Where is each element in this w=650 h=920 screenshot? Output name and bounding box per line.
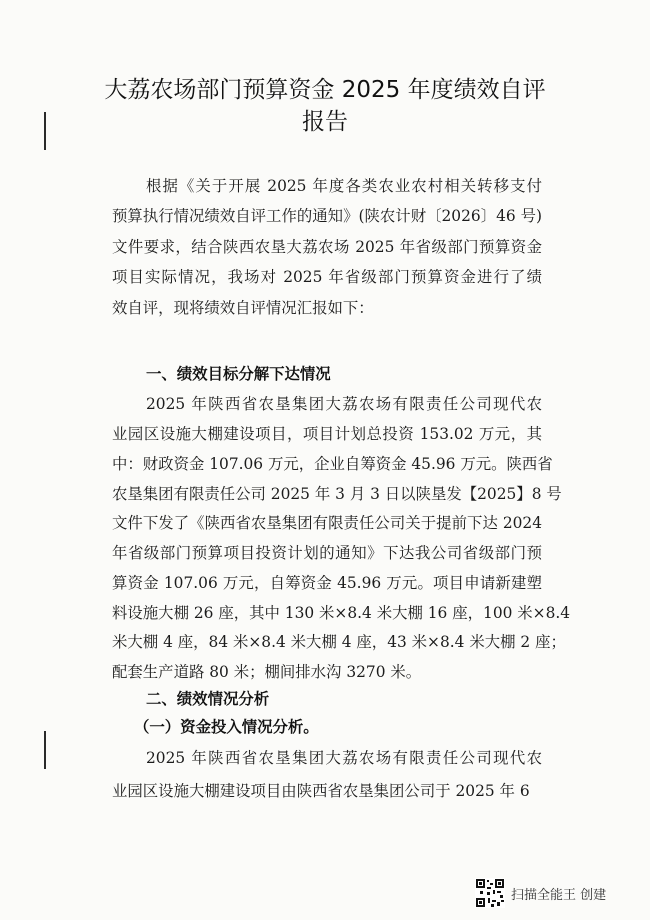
binder-mark-top bbox=[44, 112, 46, 150]
title-line-2: 报告 bbox=[302, 109, 348, 135]
section-1-line: 配套生产道路 80 米；棚间排水沟 3270 米。 bbox=[112, 663, 422, 681]
section-1-line: 米大棚 4 座，84 米×8.4 米大棚 4 座，43 米×8.4 米大棚 2 座； bbox=[112, 633, 566, 651]
intro-line: 预算执行情况绩效自评工作的通知》(陕农计财〔2026〕46 号) bbox=[112, 207, 542, 225]
scanner-label: 扫描全能王 创建 bbox=[511, 887, 607, 903]
section-1-line: 文件下发了《陕西省农垦集团有限责任公司关于提前下达 2024 bbox=[112, 514, 542, 532]
section-1-line: 中：财政资金 107.06 万元，企业自筹资金 45.96 万元。陕西省 bbox=[112, 455, 553, 473]
intro-line: 项目实际情况，我场对 2025 年省级部门预算资金进行了绩 bbox=[112, 268, 542, 286]
section-2-heading: 二、绩效情况分析 bbox=[146, 690, 270, 708]
section-1-heading: 一、绩效目标分解下达情况 bbox=[146, 365, 331, 383]
intro-line: 文件要求，结合陕西农垦大荔农场 2025 年省级部门预算资金 bbox=[112, 238, 542, 256]
intro-line: 效自评，现将绩效自评情况汇报如下： bbox=[112, 299, 374, 317]
section-1-line: 农垦集团有限责任公司 2025 年 3 月 3 日以陕垦发【2025】8 号 bbox=[112, 485, 562, 503]
section-1-line: 年省级部门预算项目投资计划的通知》下达我公司省级部门预 bbox=[112, 544, 542, 562]
section-1-line: 料设施大棚 26 座，其中 130 米×8.4 米大棚 16 座，100 米×8.4 bbox=[112, 604, 571, 622]
section-2-line: 2025 年陕西省农垦集团大荔农场有限责任公司现代农 bbox=[146, 749, 542, 767]
title-line-1: 大荔农场部门预算资金 2025 年度绩效自评 bbox=[104, 77, 546, 103]
intro-line: 根据《关于开展 2025 年度各类农业农村相关转移支付 bbox=[146, 177, 542, 195]
document-title bbox=[60, 74, 590, 138]
section-1-line: 算资金 107.06 万元，自筹资金 45.96 万元。项目申请新建塑 bbox=[112, 574, 542, 592]
section-2-subheading: （一）资金投入情况分析。 bbox=[134, 718, 319, 736]
binder-mark-bottom bbox=[44, 731, 46, 769]
section-1-line: 2025 年陕西省农垦集团大荔农场有限责任公司现代农 bbox=[146, 395, 542, 413]
section-1-line: 业园区设施大棚建设项目，项目计划总投资 153.02 万元，其 bbox=[112, 425, 542, 443]
scanner-badge bbox=[475, 876, 625, 910]
section-2-line: 业园区设施大棚建设项目由陕西省农垦集团公司于 2025 年 6 bbox=[112, 782, 530, 800]
qr-code-icon bbox=[475, 878, 505, 908]
